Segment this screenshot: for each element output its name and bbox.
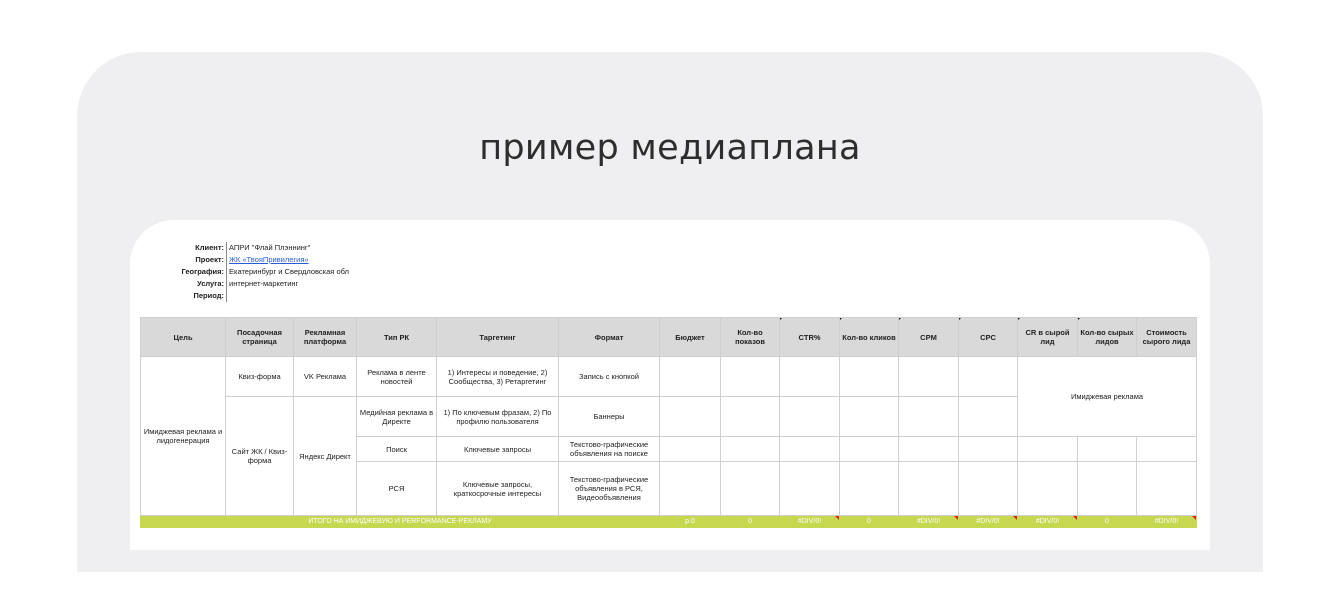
cpm-cell (899, 462, 959, 516)
geography-label: География: (146, 266, 227, 278)
total-label: ИТОГО НА ИМИДЖЕВУЮ И PERFORMANCE-РЕКЛАМУ (141, 516, 660, 528)
image-ad-note-cell: Имиджевая реклама (1018, 357, 1197, 437)
ctr-cell (780, 437, 840, 462)
project-row (146, 254, 349, 266)
campaign-type-cell: Медийная реклама в Директе (357, 397, 437, 437)
cpc-cell (959, 357, 1018, 397)
header-cell: Тип РК (357, 318, 437, 357)
cpc-cell (959, 462, 1018, 516)
clicks-cell (840, 357, 899, 397)
header-cell: CPM (899, 318, 959, 357)
page-title: пример медиаплана (479, 128, 861, 168)
campaign-type-cell: РСЯ (357, 462, 437, 516)
leads-cell (1078, 462, 1137, 516)
header-cell: Формат (559, 318, 660, 357)
geography-value: Екатеринбург и Свердловская обл (229, 267, 349, 276)
total-lead-cost: #DIV/0! (1137, 516, 1197, 528)
total-cr: #DIV/0! (1018, 516, 1078, 528)
impressions-cell (721, 437, 780, 462)
targeting-cell: Ключевые запросы, краткосрочные интересы (437, 462, 559, 516)
project-info (146, 242, 349, 302)
targeting-cell: Ключевые запросы (437, 437, 559, 462)
header-cell: Кол-во кликов (840, 318, 899, 357)
budget-cell (660, 437, 721, 462)
total-cpm: #DIV/0! (899, 516, 959, 528)
header-cell: Кол-во сырых лидов (1078, 318, 1137, 357)
service-row (146, 278, 349, 290)
impressions-cell (721, 462, 780, 516)
cr-cell (1018, 437, 1078, 462)
total-cpc: #DIV/0! (959, 516, 1018, 528)
format-cell: Текстово-графические объявления на поиске (559, 437, 660, 462)
header-cell: Цель (141, 318, 226, 357)
ctr-cell (780, 462, 840, 516)
service-value: интернет-маркетинг (229, 279, 299, 288)
lead-cost-cell (1137, 462, 1197, 516)
cr-cell (1018, 462, 1078, 516)
service-label: Услуга: (146, 278, 227, 290)
goal-cell: Имиджевая реклама и лидогенерация (141, 357, 226, 516)
header-cell: Таргетинг (437, 318, 559, 357)
impressions-cell (721, 397, 780, 437)
header-cell: Посадочная страница (226, 318, 294, 357)
total-row (141, 516, 1197, 528)
format-cell: Баннеры (559, 397, 660, 437)
header-cell: CPC (959, 318, 1018, 357)
cpm-cell (899, 437, 959, 462)
format-cell: Запись с кнопкой (559, 357, 660, 397)
cpm-cell (899, 397, 959, 437)
header-cell: Кол-во показов (721, 318, 780, 357)
clicks-cell (840, 462, 899, 516)
cpm-cell (899, 357, 959, 397)
period-row (146, 290, 349, 302)
lead-cost-cell (1137, 437, 1197, 462)
media-plan-table (140, 317, 1197, 528)
header-cell: Бюджет (660, 318, 721, 357)
header-row (141, 318, 1197, 357)
landing-cell: Сайт ЖК / Квиз-форма (226, 397, 294, 516)
campaign-type-cell: Реклама в ленте новостей (357, 357, 437, 397)
geography-row (146, 266, 349, 278)
cpc-cell (959, 397, 1018, 437)
targeting-cell: 1) Интересы и поведение, 2) Сообщества, 3) Ретаргетинг (437, 357, 559, 397)
campaign-type-cell: Поиск (357, 437, 437, 462)
total-ctr: #DIV/0! (780, 516, 840, 528)
platform-cell: Яндекс Директ (294, 397, 357, 516)
header-cell: CTR% (780, 318, 840, 357)
platform-cell: VK Реклама (294, 357, 357, 397)
period-value (227, 290, 229, 302)
header-cell: CR в сырой лид (1018, 318, 1078, 357)
client-row (146, 242, 349, 254)
cpc-cell (959, 437, 1018, 462)
budget-cell (660, 397, 721, 437)
project-link[interactable]: ЖК «ТвояПривилегия» (229, 255, 309, 264)
project-label: Проект: (146, 254, 227, 266)
impressions-cell (721, 357, 780, 397)
clicks-cell (840, 397, 899, 437)
spreadsheet-card (130, 220, 1210, 550)
ctr-cell (780, 357, 840, 397)
client-value: АПРИ "Флай Плэннинг" (229, 243, 311, 252)
landing-cell: Квиз-форма (226, 357, 294, 397)
clicks-cell (840, 437, 899, 462)
period-label: Период: (146, 290, 227, 302)
budget-cell (660, 462, 721, 516)
total-budget: р.0 (660, 516, 721, 528)
targeting-cell: 1) По ключевым фразам, 2) По профилю пользователя (437, 397, 559, 437)
client-label: Клиент: (146, 242, 227, 254)
header-cell: Стоимость сырого лида (1137, 318, 1197, 357)
header-cell: Рекламная платформа (294, 318, 357, 357)
ctr-cell (780, 397, 840, 437)
table-row (141, 357, 1197, 397)
format-cell: Текстово-графические объявления в РСЯ, Видеообъявления (559, 462, 660, 516)
total-impressions: 0 (721, 516, 780, 528)
leads-cell (1078, 437, 1137, 462)
total-leads: 0 (1078, 516, 1137, 528)
total-clicks: 0 (840, 516, 899, 528)
budget-cell (660, 357, 721, 397)
